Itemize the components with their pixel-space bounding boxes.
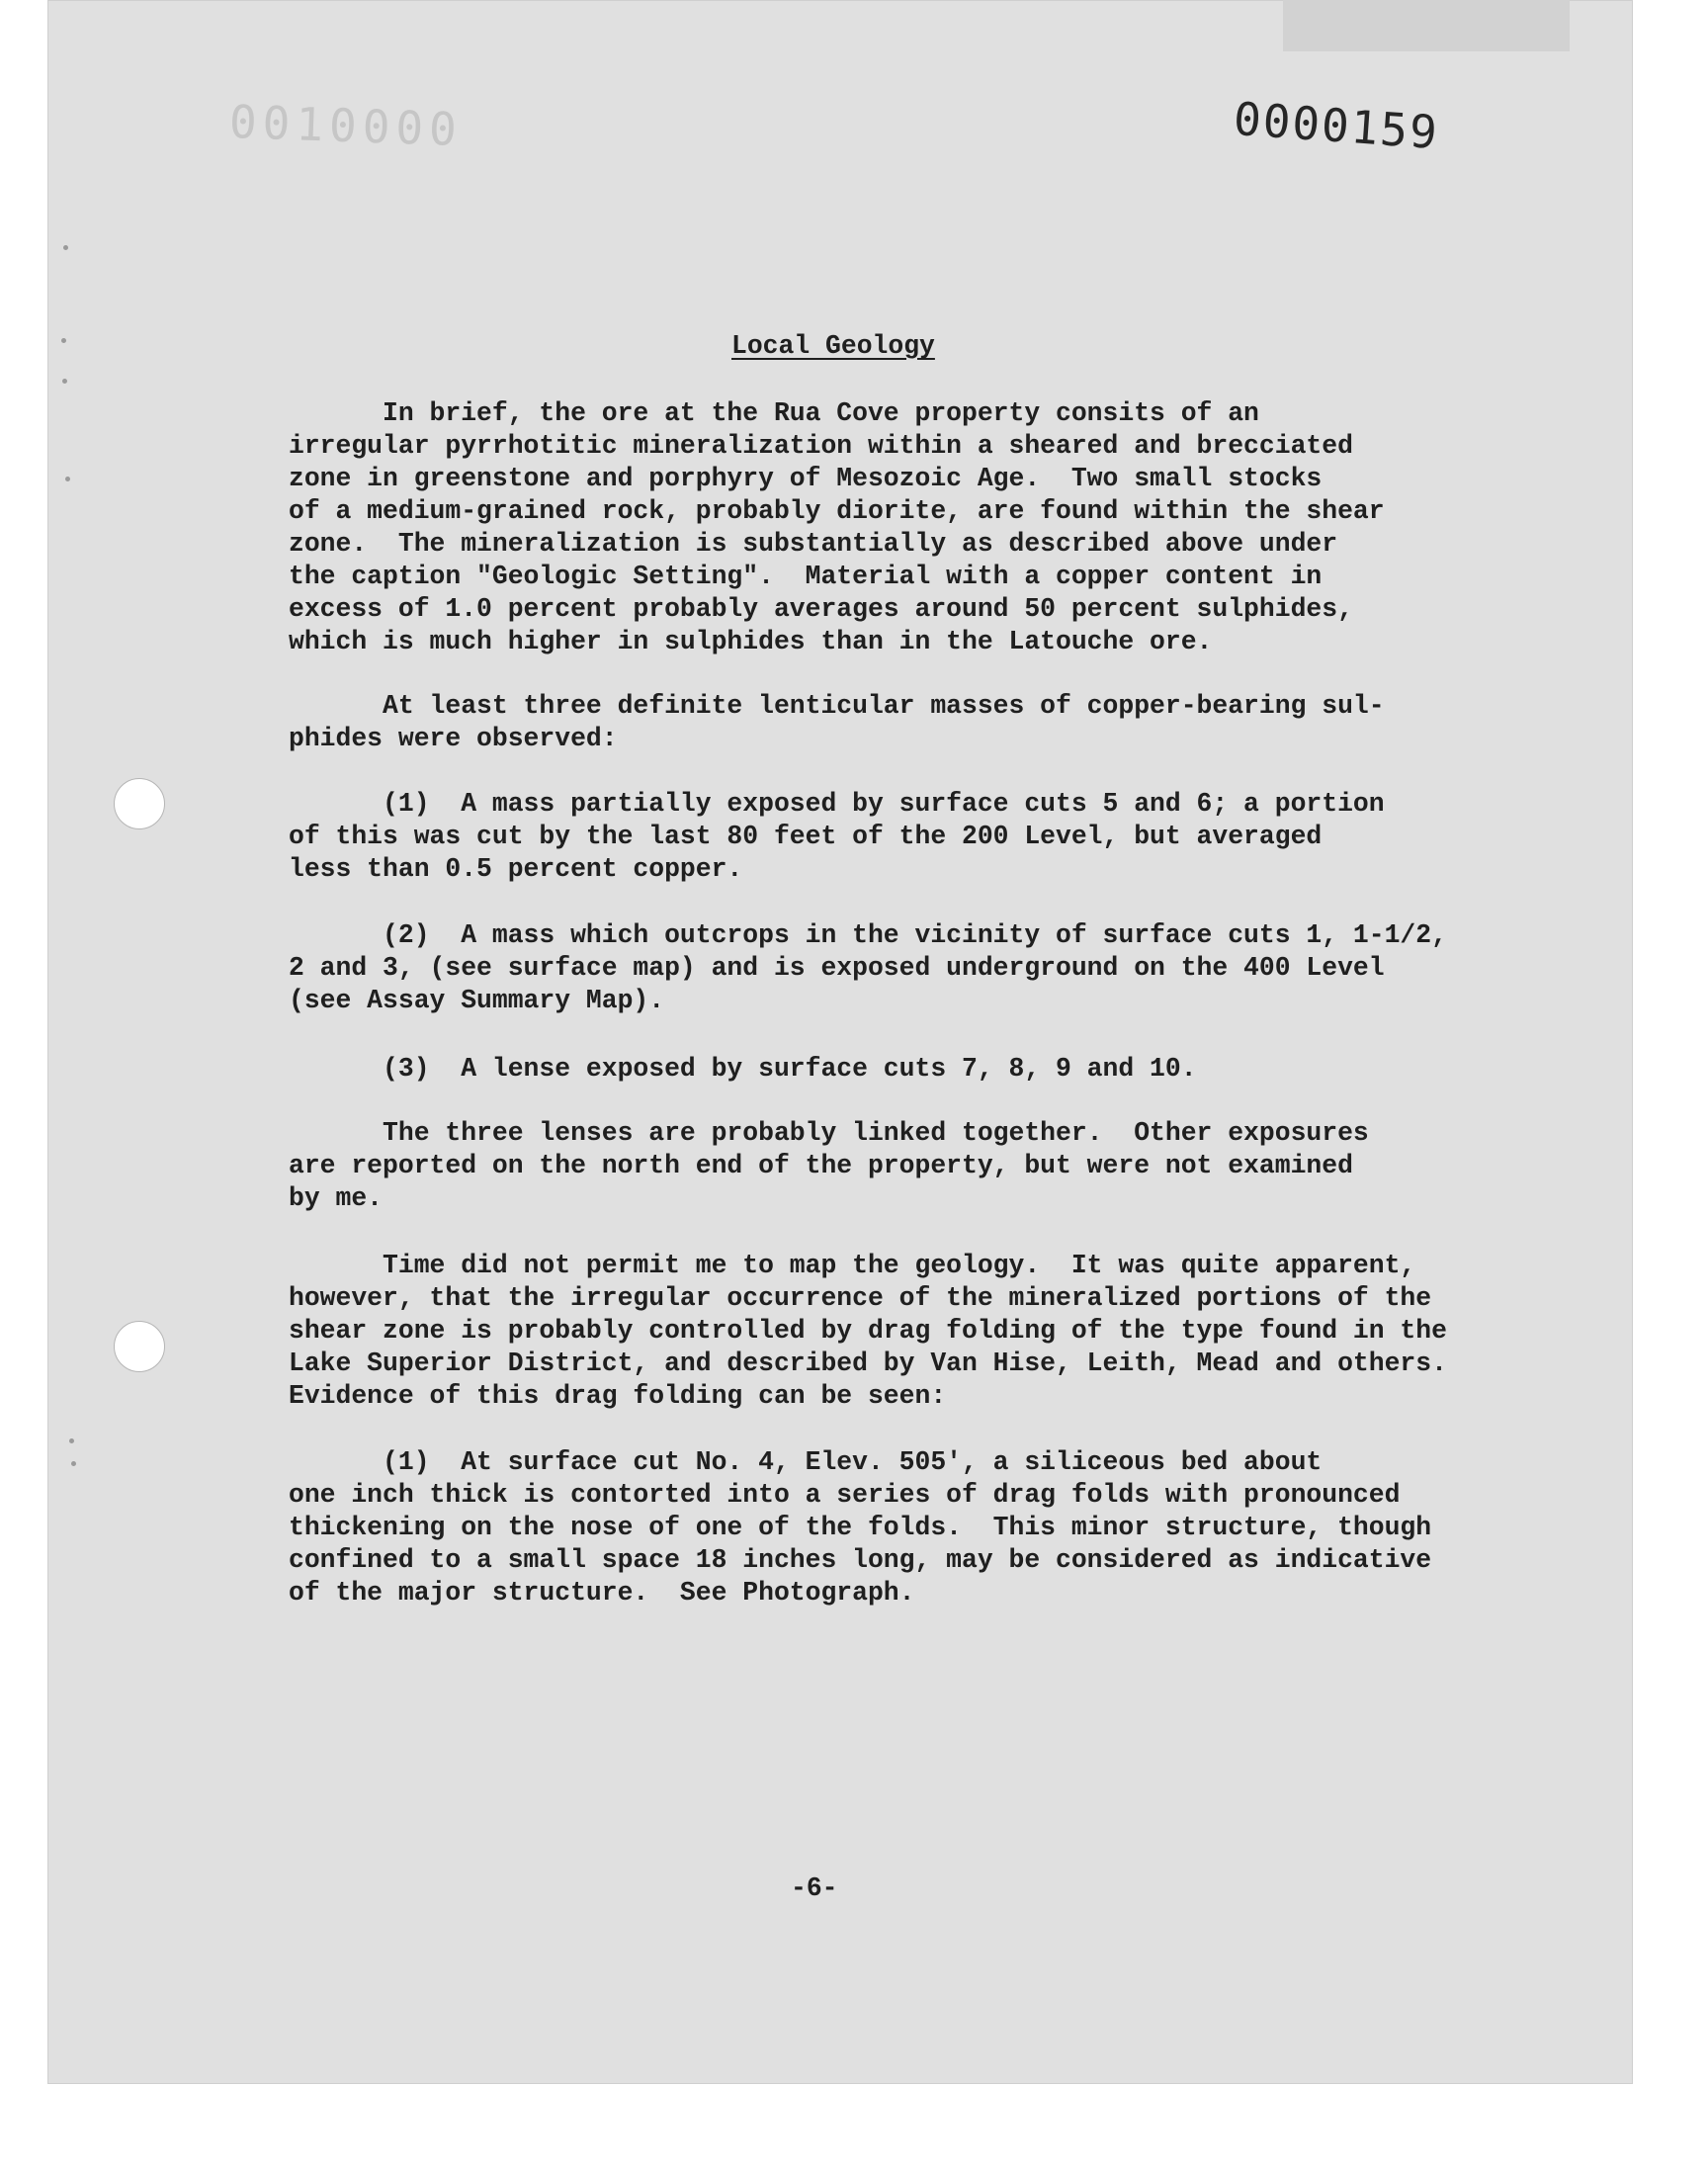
- punch-hole-icon: [114, 1321, 165, 1372]
- page-number: -6-: [791, 1873, 838, 1903]
- paper-tab-strip: [1283, 0, 1570, 51]
- margin-speck: [71, 1461, 76, 1466]
- punch-hole-icon: [114, 778, 165, 829]
- margin-speck: [69, 1438, 74, 1443]
- margin-speck: [63, 245, 68, 250]
- paragraph-intro: In brief, the ore at the Rua Cove property consits of an irregular pyrrhotitic mineralization within a sheared and brecciated zone in greenstone and porphyry of Mesozoic Age. Two small stocks of a medium-grained rock, probably diorite, are found within the shear zone. The mineralization is substantially as described above under the caption "Geologic Setting". Material with a copper content in excess of 1.0 percent probably averages around 50 percent sulphides, which is much higher in sulphides than in the Latouche ore.: [289, 398, 1385, 656]
- paragraph-linked-lenses: The three lenses are probably linked together. Other exposures are reported on the north end of the property, but were not examined by me.: [289, 1118, 1369, 1213]
- margin-speck: [62, 379, 67, 384]
- list-item-surface-cut: (1) At surface cut No. 4, Elev. 505', a siliceous bed about one inch thick is contorted into a series of drag folds with pronounced thickening on the nose of one of the folds. This minor structure, though confined to a small space 18 inches long, may be considered as indicative of the major structure. See Photograph.: [289, 1447, 1432, 1608]
- margin-speck: [65, 477, 70, 481]
- document-page: [47, 0, 1633, 2084]
- paragraph-lenticular-masses: At least three definite lenticular masses of copper-bearing sul- phides were observed:: [289, 691, 1385, 753]
- list-item-lense-3: (3) A lense exposed by surface cuts 7, 8, 9 and 10.: [289, 1054, 1197, 1084]
- document-number-stamp: 0000159: [1232, 91, 1441, 160]
- paragraph-drag-folding: Time did not permit me to map the geology. It was quite apparent, however, that the irregular occurrence of the mineralized portions of the shear zone is probably controlled by drag folding of the type found in the Lake Superior District, and described by Van Hise, Leith, Mead and others. Evidence of this drag folding can be seen:: [289, 1251, 1447, 1411]
- section-heading: Local Geology: [731, 331, 935, 361]
- margin-speck: [61, 338, 66, 343]
- list-item-mass-2: (2) A mass which outcrops in the vicinity of surface cuts 1, 1-1/2, 2 and 3, (see surface map) and is exposed underground on the 400 Level (see Assay Summary Map).: [289, 920, 1447, 1015]
- faded-document-number: 0010000: [228, 94, 464, 157]
- list-item-mass-1: (1) A mass partially exposed by surface cuts 5 and 6; a portion of this was cut by the last 80 feet of the 200 Level, but averaged less than 0.5 percent copper.: [289, 789, 1385, 884]
